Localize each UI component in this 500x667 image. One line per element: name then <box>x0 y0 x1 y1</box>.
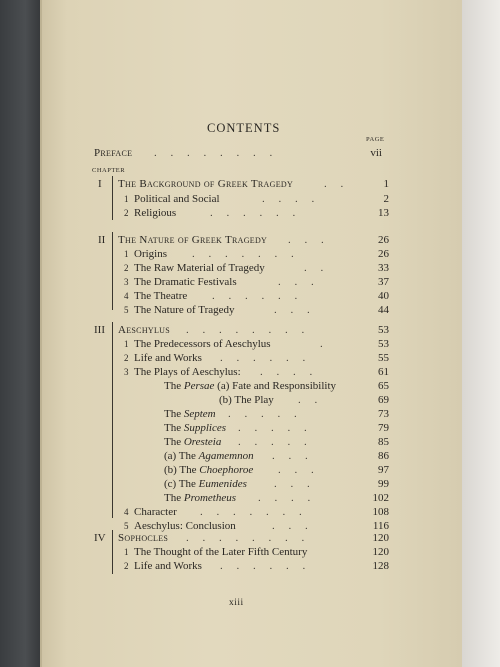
section-label: The Predecessors of Aeschylus <box>134 338 271 350</box>
play-label: (b) The Choephoroe <box>164 464 254 476</box>
section-number: 2 <box>124 561 129 571</box>
page-number: xiii <box>229 598 244 608</box>
play-title: Oresteia <box>183 436 222 448</box>
leader-dots: . . . . <box>260 366 313 378</box>
toc-chapter-entry <box>42 177 464 191</box>
leader-dots: . . . <box>278 276 314 288</box>
toc-section-entry <box>42 337 464 351</box>
leader-dots: . . . <box>272 520 308 532</box>
leader-dots: . . . <box>278 464 314 476</box>
toc-section-entry <box>42 351 464 365</box>
leader-dots: . . . <box>274 478 310 490</box>
toc-page: 128 <box>372 560 389 572</box>
leader-dots: . . . <box>288 234 324 246</box>
section-number: 2 <box>124 263 129 273</box>
chapter-roman: I <box>98 178 102 190</box>
section-label: Aeschylus: Conclusion <box>134 520 236 532</box>
toc-page: 120 <box>372 546 389 558</box>
toc-page: 2 <box>383 193 389 205</box>
toc-section-entry <box>42 261 464 275</box>
page-column-header: PAGE <box>366 136 385 143</box>
leader-dots: . . . . . <box>238 436 307 448</box>
toc-play-entry <box>42 435 464 449</box>
page-title: CONTENTS <box>207 121 281 135</box>
toc-page: 73 <box>378 408 389 420</box>
leader-dots: . . . . . . . <box>200 506 302 518</box>
toc-page: 53 <box>378 324 389 336</box>
toc-chapter-entry <box>42 323 464 337</box>
toc-play-entry <box>42 393 464 407</box>
play-title: Septem <box>183 408 216 420</box>
leader-dots: . . . . . <box>238 422 307 434</box>
leader-dots: . . . . . . <box>210 207 296 219</box>
section-number: 3 <box>124 367 129 377</box>
section-label: Life and Works <box>134 352 202 364</box>
toc-page: 26 <box>378 234 389 246</box>
section-number: 4 <box>124 507 129 517</box>
toc-page: 61 <box>378 366 389 378</box>
toc-page: 55 <box>378 352 389 364</box>
play-title: Eumenides <box>198 478 247 490</box>
toc-entry-preface <box>42 146 464 160</box>
leader-dots: . . . . . . . . <box>186 324 305 336</box>
toc-section-entry <box>42 505 464 519</box>
section-label: The Nature of Tragedy <box>134 304 235 316</box>
toc-page: 37 <box>378 276 389 288</box>
toc-section-entry <box>42 303 464 317</box>
section-number: 3 <box>124 277 129 287</box>
toc-play-entry <box>42 421 464 435</box>
toc-section-entry <box>42 247 464 261</box>
section-label: The Raw Material of Tragedy <box>134 262 265 274</box>
toc-play-entry <box>42 477 464 491</box>
section-label: Life and Works <box>134 560 202 572</box>
leader-dots: . . . . . . . . <box>154 147 273 159</box>
toc-chapter-entry <box>42 531 464 545</box>
play-title: Prometheus <box>183 492 236 504</box>
play-title: Choephoroe <box>199 464 254 476</box>
section-number: 5 <box>124 305 129 315</box>
play-title: Agamemnon <box>198 450 254 462</box>
leader-dots: . . . . . . . <box>192 248 294 260</box>
toc-section-entry <box>42 275 464 289</box>
play-label: (b) The Play <box>219 394 274 406</box>
chapter-title: Aeschylus <box>118 324 170 336</box>
leader-dots: . . . <box>274 304 310 316</box>
toc-label: Preface <box>94 147 133 159</box>
toc-page: 69 <box>378 394 389 406</box>
section-label: The Thought of the Later Fifth Century <box>134 546 308 558</box>
chapter-title: The Background of Greek Tragedy <box>118 178 294 190</box>
leader-dots: . . . . . <box>228 408 297 420</box>
toc-page: 97 <box>378 464 389 476</box>
toc-section-entry <box>42 206 464 220</box>
toc-page: 65 <box>378 380 389 392</box>
play-label: The Oresteia <box>164 436 222 448</box>
chapter-column-header: CHAPTER <box>92 167 126 174</box>
play-label: The Persae (a) Fate and Responsibility <box>164 380 336 392</box>
toc-section-entry <box>42 289 464 303</box>
section-number: 1 <box>124 249 129 259</box>
section-label: The Plays of Aeschylus: <box>134 366 241 378</box>
section-number: 1 <box>124 339 129 349</box>
toc-page: 116 <box>372 520 389 532</box>
toc-page: 44 <box>378 304 389 316</box>
toc-page: 40 <box>378 290 389 302</box>
background-surface <box>462 0 500 667</box>
toc-section-entry <box>42 559 464 573</box>
play-title: Supplices <box>183 422 227 434</box>
toc-play-entry <box>42 379 464 393</box>
toc-section-entry <box>42 192 464 206</box>
toc-page: 108 <box>372 506 389 518</box>
toc-page: 53 <box>378 338 389 350</box>
toc-page: 1 <box>383 178 389 190</box>
section-number: 1 <box>124 194 129 204</box>
section-number: 1 <box>124 547 129 557</box>
play-label: The Septem <box>164 408 216 420</box>
toc-page: 13 <box>378 207 389 219</box>
leader-dots: . . . . . . <box>212 290 298 302</box>
toc-play-entry <box>42 463 464 477</box>
chapter-roman: IV <box>94 532 106 544</box>
toc-page: vii <box>370 147 382 159</box>
toc-play-entry <box>42 449 464 463</box>
leader-dots: . . . . . . <box>220 352 306 364</box>
leader-dots: . . . . . . . . <box>186 532 305 544</box>
toc-play-entry <box>42 407 464 421</box>
section-number: 5 <box>124 521 129 531</box>
section-label: The Dramatic Festivals <box>134 276 237 288</box>
leader-dots: . . . . <box>262 193 315 205</box>
leader-dots: . <box>320 338 323 350</box>
leader-dots: . . <box>304 262 324 274</box>
section-label: Origins <box>134 248 167 260</box>
chapter-title: Sophocles <box>118 532 169 544</box>
toc-page: 85 <box>378 436 389 448</box>
section-label: Political and Social <box>134 193 220 205</box>
section-number: 2 <box>124 208 129 218</box>
toc-chapter-entry <box>42 233 464 247</box>
play-label: The Prometheus <box>164 492 236 504</box>
toc-page: 102 <box>372 492 389 504</box>
section-number: 2 <box>124 353 129 363</box>
chapter-roman: II <box>98 234 106 246</box>
play-label: (a) The Agamemnon <box>164 450 254 462</box>
leader-dots: . . . . . . <box>220 560 306 572</box>
toc-page: 120 <box>372 532 389 544</box>
section-label: Character <box>134 506 177 518</box>
toc-page: 79 <box>378 422 389 434</box>
toc-page: 99 <box>378 478 389 490</box>
leader-dots: . . <box>298 394 318 406</box>
leader-dots: . . . . <box>258 492 311 504</box>
play-title: Persae <box>183 380 215 392</box>
play-label: (c) The Eumenides <box>164 478 247 490</box>
chapter-roman: III <box>94 324 105 336</box>
section-label: The Theatre <box>134 290 188 302</box>
chapter-title: The Nature of Greek Tragedy <box>118 234 268 246</box>
toc-page: 33 <box>378 262 389 274</box>
section-number: 4 <box>124 291 129 301</box>
toc-page: 26 <box>378 248 389 260</box>
book-page <box>40 0 462 667</box>
section-label: Religious <box>134 207 177 219</box>
leader-dots: . . . <box>272 450 308 462</box>
leader-dots: . . <box>324 178 344 190</box>
toc-page: 86 <box>378 450 389 462</box>
toc-section-entry <box>42 365 464 379</box>
toc-section-entry <box>42 545 464 559</box>
toc-play-entry <box>42 491 464 505</box>
play-label: The Supplices <box>164 422 227 434</box>
